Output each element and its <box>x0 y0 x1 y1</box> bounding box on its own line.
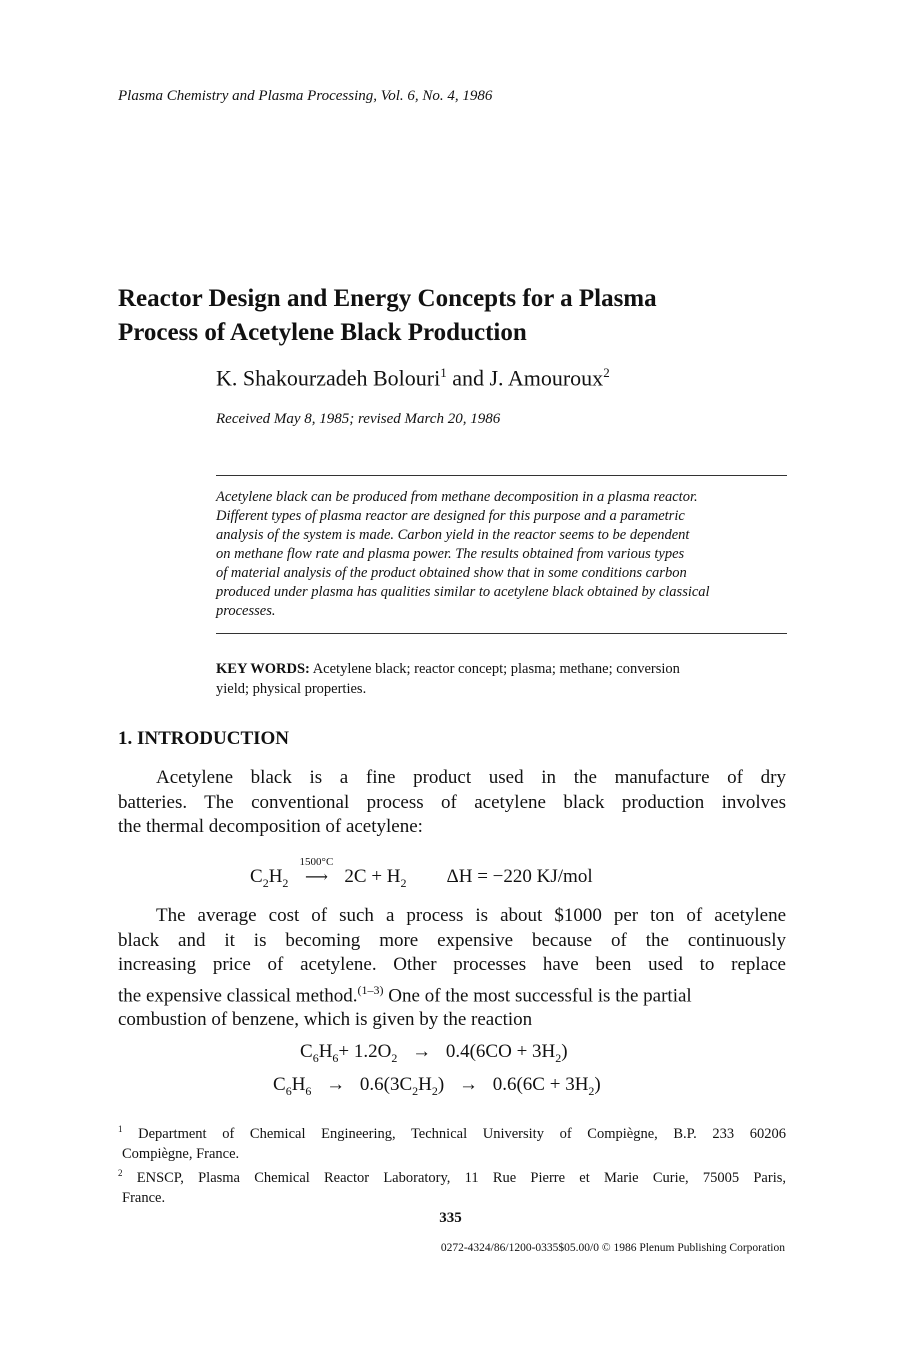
footnote-line: France. <box>122 1189 166 1206</box>
paragraph-line: increasing price of acetylene. Other processes have been used to replace <box>118 954 786 975</box>
footnote-mark: 2 <box>118 1168 123 1178</box>
abstract-line: analysis of the system is made. Carbon yield in the reactor seems to be dependent <box>216 527 690 543</box>
footnote-mark: 1 <box>118 1124 123 1134</box>
intro-paragraph <box>118 766 786 840</box>
footnote-affiliation-1 <box>118 1119 786 1164</box>
equation-benzene-combustion: $C_6H_6+ 1.2O_2 \to 0.4(6CO + 3H_2)$ <box>300 1041 568 1065</box>
copyright-line: 0272-4324/86/1200-0335$05.00/0 © 1986 Plenum Publishing Corporation <box>440 1242 785 1254</box>
footnote-line: $^1$ Department of Chemical Engineering, Technical University of Compiègne, B.P. 233 60206 <box>118 1124 787 1142</box>
paragraph-line: batteries. The conventional process of acetylene black production involves <box>118 791 786 813</box>
keywords-line <box>216 659 787 679</box>
abstract-bottom-rule <box>216 633 787 634</box>
title-line: Reactor Design and Energy Concepts for a Plasma <box>118 285 657 312</box>
abstract-line: processes. <box>216 603 276 619</box>
keywords-line: yield; physical properties. <box>216 681 367 697</box>
title-line: Process of Acetylene Black Production <box>118 319 527 346</box>
abstract-line: of material analysis of the product obtained show that in some conditions carbon <box>216 565 687 581</box>
journal-header: Plasma Chemistry and Plasma Processing, Vol. 6, No. 4, 1986 <box>118 88 493 104</box>
reaction-arrow: 1500°C ⟶ <box>292 866 340 888</box>
paragraph-line: the thermal decomposition of acetylene: <box>118 816 423 837</box>
footnote-line: $^2$ ENSCP, Plasma Chemical Reactor Laboratory, 11 Rue Pierre et Marie Curie, 75005 Paris, <box>118 1168 786 1186</box>
reaction-arrow: → <box>326 1074 346 1095</box>
abstract <box>216 488 787 621</box>
keywords <box>216 659 787 699</box>
abstract-line: Acetylene black can be produced from methane decomposition in a plasma reactor. <box>216 489 698 505</box>
keywords-text: Acetylene black; reactor concept; plasma; methane; conversion <box>312 661 680 677</box>
author-line <box>216 365 610 391</box>
author-name: J. Amouroux <box>489 365 604 391</box>
affiliation-mark: 1 <box>440 365 447 380</box>
keywords-label: KEY WORDS: <box>216 661 310 677</box>
author-name: K. Shakourzadeh Bolouri <box>216 365 441 391</box>
article-title <box>118 282 818 350</box>
enthalpy: ΔH = −220 KJ/mol <box>446 866 593 887</box>
abstract-line: produced under plasma has qualities similar to acetylene black obtained by classical <box>216 584 710 600</box>
paragraph-line: the expensive classical method.$^{(1-3)}$ One of the most successful is the partial <box>118 982 692 1006</box>
paragraph-line: combustion of benzene, which is given by the reaction <box>118 1009 533 1031</box>
author-joiner: and <box>452 365 484 391</box>
page-number: 335 <box>439 1210 462 1226</box>
reaction-arrow: → <box>412 1041 432 1062</box>
received-dates: Received May 8, 1985; revised March 20, 1986 <box>216 411 501 427</box>
equation-acetylene-decomposition: $C_2H_2$ 1500°C ⟶ $2C + H_2$ ΔH = −220 KJ/mol <box>250 856 593 890</box>
abstract-line: on methane flow rate and plasma power. The results obtained from various types <box>216 546 685 562</box>
citation-ref: (1–3) <box>357 982 384 997</box>
footnote-affiliation-2 <box>118 1163 786 1208</box>
paragraph-line: black and it is becoming more expensive because of the continuously <box>118 929 786 951</box>
equation-benzene-to-carbon: $C_6H_6 \to 0.6(3C_2H_2) \to 0.6(6C + 3H_2)$ <box>273 1074 601 1098</box>
paragraph-line: Acetylene black is a fine product used in the manufacture of dry <box>156 767 786 788</box>
reaction-condition: 1500°C <box>299 856 334 868</box>
footnote-line: Compiègne, France. <box>122 1145 240 1162</box>
abstract-top-rule <box>216 475 787 476</box>
reaction-arrow: → <box>458 1074 478 1095</box>
cost-paragraph <box>118 904 786 1033</box>
abstract-line: Different types of plasma reactor are designed for this purpose and a parametric <box>216 508 685 524</box>
paragraph-line: The average cost of such a process is about $1000 per ton of acetylene <box>156 905 786 926</box>
affiliation-mark: 2 <box>603 365 610 380</box>
section-heading: 1. INTRODUCTION <box>118 728 290 749</box>
